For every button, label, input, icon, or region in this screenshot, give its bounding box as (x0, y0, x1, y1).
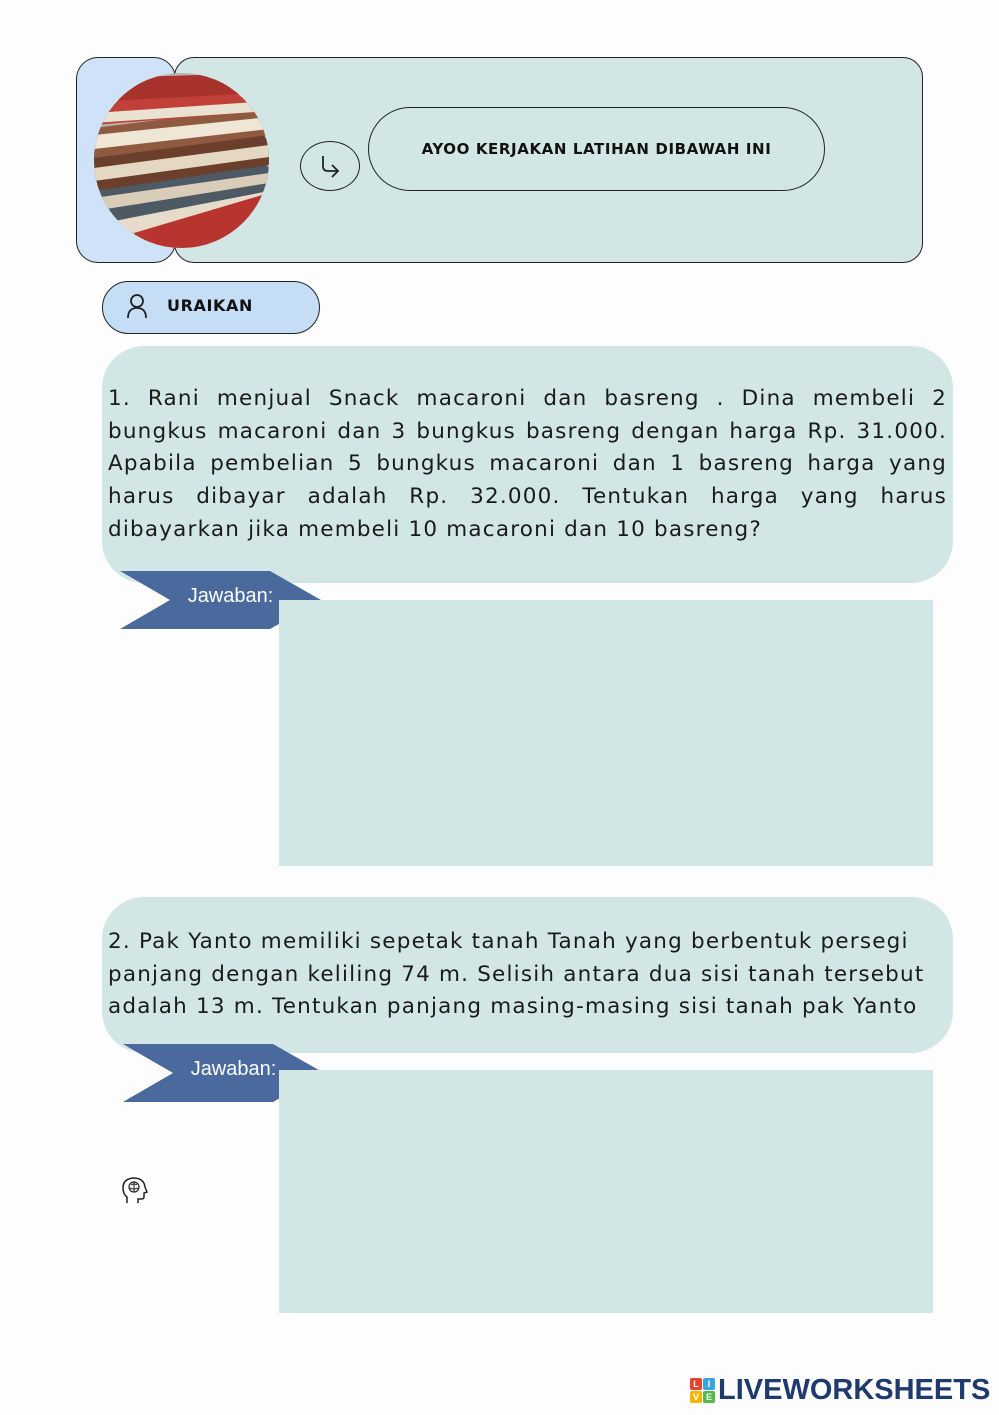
question-text-1: 1. Rani menjual Snack macaroni dan basreng . Dina membeli 2 bungkus macaroni dan 3 bungkus basreng dengan harga Rp. 31.000. Apabila pembelian 5 bungkus macaroni dan 1 basreng harga yang harus dibayar adalah Rp. 32.000. Tentukan harga yang harus dibayarkan jika membeli 10 macaroni dan 10 basreng? (108, 386, 947, 542)
answer-field-2[interactable] (279, 1070, 933, 1313)
user-icon (126, 293, 148, 319)
brand-name: LIVEWORKSHEETS (718, 1373, 991, 1406)
question-card-2 (102, 897, 953, 1053)
question-card-1 (102, 346, 953, 583)
turn-right-arrow-icon (317, 153, 343, 179)
answer-field-1[interactable] (279, 600, 933, 866)
liveworksheets-logo (690, 1372, 990, 1408)
brain-head-icon (121, 1176, 148, 1205)
answer-label-1: Jawaban: (187, 585, 274, 607)
books-image (94, 73, 269, 248)
section-label: URAIKAN (167, 296, 254, 315)
arrow-button[interactable] (300, 141, 360, 191)
answer-label-2: Jawaban: (190, 1058, 277, 1080)
question-text-2: 2. Pak Yanto memiliki sepetak tanah Tanah yang berbentuk persegi panjang dengan keliling 74 m. Selisih antara dua sisi tanah tersebut adalah 13 m. Tentukan panjang masing-masing sisi tanah pak Yanto (108, 929, 925, 1020)
header-title: AYOO KERJAKAN LATIHAN DIBAWAH INI (368, 107, 825, 191)
liveworksheets-mark-icon: L I V E (690, 1378, 715, 1403)
